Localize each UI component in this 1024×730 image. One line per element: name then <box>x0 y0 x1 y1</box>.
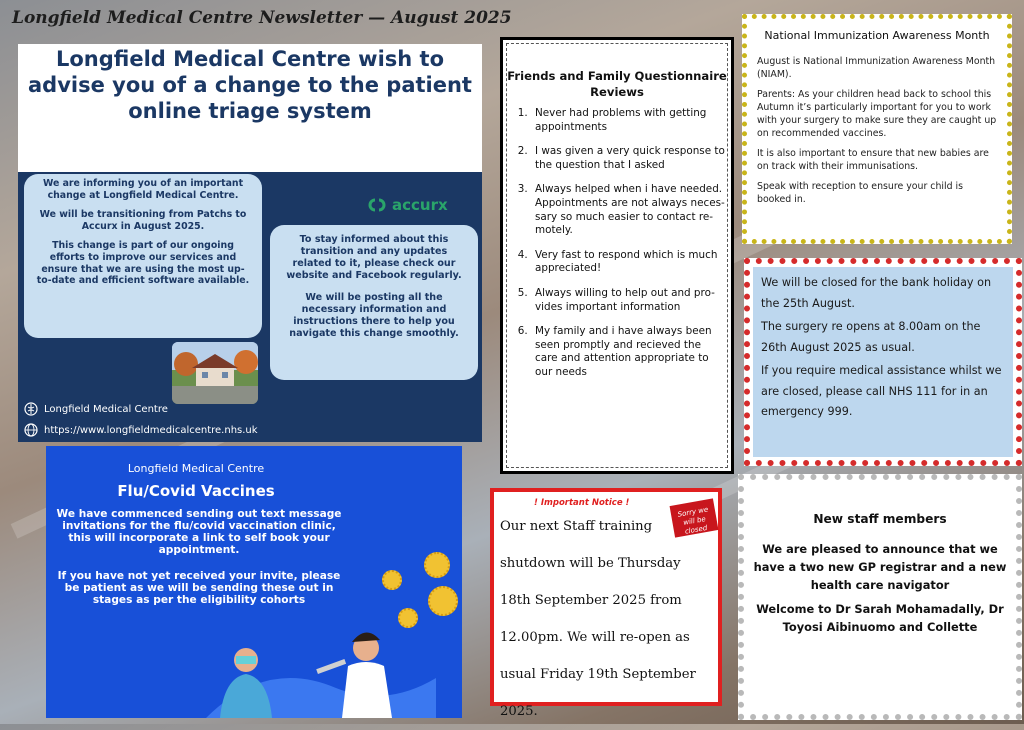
virus-icon <box>424 552 450 578</box>
accurx-logo <box>366 196 448 214</box>
triage-headline: Longfield Medical Centre wish to advise you of a change to the patient online triage system <box>28 47 472 123</box>
reviews-list <box>503 107 731 391</box>
triage-footer-url-text[interactable]: https://www.longfieldmedicalcentre.nhs.uk <box>44 424 258 436</box>
closure-para-1: We will be closed for the bank holiday on the 25th August. <box>761 276 992 310</box>
staff-training-text: Our next Staff training shutdown will be Thursday 18th September 2025 from 12.00pm. We will re-open as usual Friday 19th September 2025. <box>500 519 696 719</box>
immunization-body <box>757 55 999 213</box>
flu-para-2: If you have not yet received your invite, please be patient as we will be sending these out in stages as per the eligibility cohorts <box>57 570 341 606</box>
bank-holiday-closure-panel <box>744 258 1022 466</box>
flu-covid-vaccines-panel <box>46 446 462 718</box>
triage-para-3: This change is part of our ongoing efforts to improve our services and ensure that we are using the most up-to-date and efficient software available. <box>36 240 250 287</box>
triage-stay-informed-bubble <box>270 225 478 380</box>
sorry-closed-sign: Sorry we will be closed <box>670 498 719 537</box>
triage-info-bubble <box>24 174 262 338</box>
flu-org-name: Longfield Medical Centre <box>127 462 265 475</box>
triage-para-5: We will be posting all the necessary information and instructions there to help you navigate this change smoothly. <box>289 292 459 339</box>
staff-body <box>744 480 1016 714</box>
staff-announcement: We are pleased to announce that we have a two new GP registrar and a new health care navigator <box>753 542 1007 592</box>
triage-change-panel <box>18 44 482 442</box>
immunization-para-4: Speak with reception to ensure your child is booked in. <box>757 181 964 205</box>
newsletter-title: Longfield Medical Centre Newsletter — August 2025 <box>12 8 512 28</box>
staff-training-notice-panel <box>490 488 722 719</box>
vaccination-illustration <box>206 618 436 718</box>
reviews-title: Friends and Family Questionnaire Reviews <box>507 69 727 99</box>
review-item: 1. Never had problems with getting appointments <box>531 107 725 134</box>
triage-para-1: We are informing you of an important change at Longfield Medical Centre. <box>42 178 244 201</box>
accurx-wordmark: accurx <box>392 196 448 214</box>
review-item: 4. Very fast to respond which is much appreciated! <box>531 249 725 276</box>
closure-para-3: If you require medical assistance whilst we are closed, please call NHS 111 for in an emergency 999. <box>761 364 1002 418</box>
triage-footer-url <box>24 423 258 437</box>
triage-para-2: We will be transitioning from Patchs to Accurx in August 2025. <box>39 209 247 232</box>
new-staff-members-panel <box>738 474 1022 720</box>
important-notice-tag: ! Important Notice ! <box>534 498 630 508</box>
caduceus-icon <box>24 402 38 416</box>
immunization-para-2: Parents: As your children head back to school this Autumn it’s particularly important for you to work with your surgery to make sure they are caught up on recommended vaccines. <box>757 89 997 139</box>
immunization-para-3: It is also important to ensure that new babies are on track with their immunisations. <box>757 148 989 172</box>
globe-icon <box>24 423 38 437</box>
accurx-icon <box>366 198 388 212</box>
review-item: 3. Always helped when i have needed. Appointments are not always neces-sary so much easier to contact re-motely. <box>531 183 725 237</box>
immunization-para-1: August is National Immunization Awareness Month (NIAM). <box>757 56 996 80</box>
virus-icon <box>428 586 458 616</box>
flu-para-1: We have commenced sending out text message invitations for the flu/covid vaccination clinic, this will incorporate a link to self book your appointment. <box>56 508 342 556</box>
virus-icon <box>382 570 402 590</box>
friends-family-reviews-panel <box>500 37 734 474</box>
review-item: 6. My family and i have always been seen promptly and recieved the care and attention appropriate to our needs <box>531 325 725 379</box>
immunization-title: National Immunization Awareness Month <box>764 29 990 42</box>
immunization-awareness-panel <box>742 14 1012 244</box>
staff-welcome: Welcome to Dr Sarah Mohamadally, Dr Toyosi Aibinuomo and Collette <box>756 602 1004 634</box>
triage-footer-name <box>24 402 168 416</box>
review-item: 2. I was given a very quick response to the question that I asked <box>531 145 725 172</box>
closure-para-2: The surgery re opens at 8.00am on the 26th August 2025 as usual. <box>761 320 981 354</box>
triage-footer-name-text: Longfield Medical Centre <box>44 403 168 415</box>
triage-para-4: To stay informed about this transition and any updates related to it, please check our website and Facebook regularly. <box>286 234 462 281</box>
surgery-building-photo <box>172 342 258 404</box>
closure-body <box>753 267 1013 457</box>
review-item: 5. Always willing to help out and pro-vides important information <box>531 287 725 314</box>
staff-title: New staff members <box>813 512 947 526</box>
flu-title: Flu/Covid Vaccines <box>117 482 275 500</box>
